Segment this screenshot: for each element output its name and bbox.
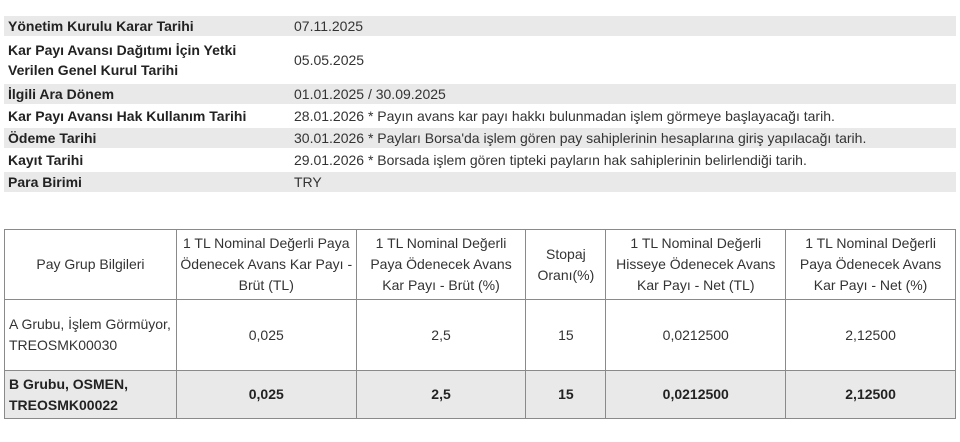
column-header: 1 TL Nominal Değerli Paya Ödenecek Avans Kar Payı - Net (%) bbox=[786, 230, 956, 300]
info-label: Kar Payı Avansı Hak Kullanım Tarihi bbox=[8, 108, 247, 124]
table-cell: 0,0212500 bbox=[606, 300, 786, 371]
column-header: 1 TL Nominal Değerli Paya Ödenecek Avans Kar Payı - Brüt (TL) bbox=[176, 230, 356, 300]
info-row bbox=[4, 150, 956, 170]
table-cell: A Grubu, İşlem Görmüyor, TREOSMK00030 bbox=[5, 300, 177, 371]
table-row bbox=[5, 300, 956, 371]
dividend-info-table bbox=[4, 14, 956, 194]
info-value: 07.11.2025 bbox=[288, 16, 956, 36]
info-label: Ödeme Tarihi bbox=[4, 128, 288, 148]
info-row bbox=[4, 38, 956, 82]
column-header: Pay Grup Bilgileri bbox=[5, 230, 177, 300]
info-value: TRY bbox=[288, 172, 956, 192]
info-value: 30.01.2026 * Payları Borsa'da işlem gören pay sahiplerinin hesaplarına giriş yapılacağı tarih. bbox=[288, 128, 956, 148]
info-label: İlgili Ara Dönem bbox=[4, 84, 288, 104]
table-header-row bbox=[5, 230, 956, 300]
info-row bbox=[4, 106, 956, 126]
table-cell: 15 bbox=[526, 300, 606, 371]
table-cell: B Grubu, OSMEN, TREOSMK00022 bbox=[5, 371, 177, 419]
info-label: Yönetim Kurulu Karar Tarihi bbox=[4, 16, 288, 36]
table-row bbox=[5, 371, 956, 419]
column-header: Stopaj Oranı(%) bbox=[526, 230, 606, 300]
info-row bbox=[4, 84, 956, 104]
column-header: 1 TL Nominal Değerli Paya Ödenecek Avans Kar Payı - Brüt (%) bbox=[356, 230, 526, 300]
table-cell: 2,5 bbox=[356, 300, 526, 371]
table-cell: 0,0212500 bbox=[606, 371, 786, 419]
info-label: Kar Payı Avansı Dağıtımı İçin Yetki Verilen Genel Kurul Tarihi bbox=[8, 42, 237, 78]
table-cell: 0,025 bbox=[176, 371, 356, 419]
column-header: 1 TL Nominal Değerli Hisseye Ödenecek Avans Kar Payı - Net (TL) bbox=[606, 230, 786, 300]
table-cell: 15 bbox=[526, 371, 606, 419]
info-label: Kayıt Tarihi bbox=[8, 152, 84, 168]
info-value: 05.05.2025 bbox=[294, 52, 365, 68]
info-label: Para Birimi bbox=[4, 172, 288, 192]
table-cell: 2,5 bbox=[356, 371, 526, 419]
table-cell: 0,025 bbox=[176, 300, 356, 371]
info-row bbox=[4, 172, 956, 192]
info-row bbox=[4, 16, 956, 36]
info-value: 01.01.2025 / 30.09.2025 bbox=[288, 84, 956, 104]
info-value: 29.01.2026 * Borsada işlem gören tipteki payların hak sahiplerinin belirlendiği tarih. bbox=[294, 152, 807, 168]
table-cell: 2,12500 bbox=[786, 371, 956, 419]
info-row bbox=[4, 128, 956, 148]
dividend-amount-table bbox=[4, 229, 956, 419]
info-value: 28.01.2026 * Payın avans kar payı hakkı bulunmadan işlem görmeye başlayacağı tarih. bbox=[294, 108, 835, 124]
table-cell: 2,12500 bbox=[786, 300, 956, 371]
